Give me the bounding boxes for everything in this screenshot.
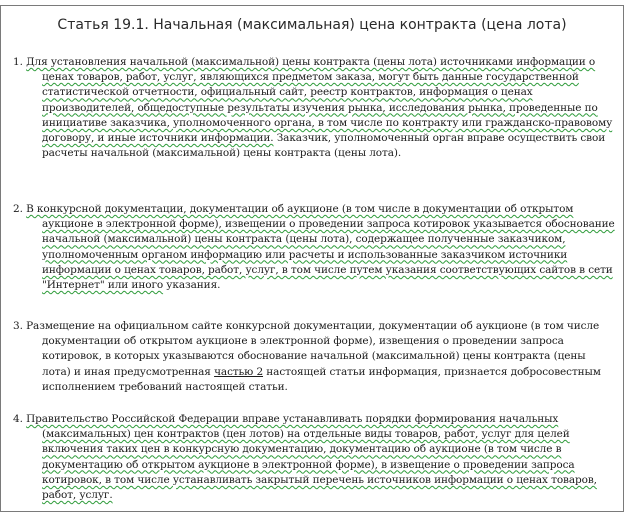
paragraph-text: настоящей статьи информация, признается добросовестным исполнением требований настоящей статьи.: [42, 365, 601, 393]
paragraph-text: Заказчик, уполномоченный орган вправе осуществить свои расчеты начальной (максимальной) цены контракта (цены лота).: [42, 132, 606, 160]
paragraph-number: 3.: [13, 320, 23, 332]
paragraph-text-marked: Для установления начальной (максимальной) цены контракта (цены лота) источниками информации о ценах товаров, работ, услуг, являющихся предметом заказа, могут быть данные государственной статистической отчетности, официальный сайт, реестр контрактов, информация о ценах производителей, общедоступные результаты изучения рынка, исследования рынка, проведенные по инициативе заказчика, уполномоченного органа, в том числе по контракту или гражданско-правовому договору, и иные источники информации.: [26, 56, 613, 145]
article-title: Статья 19.1. Начальная (максимальная) цена контракта (цена лота): [57, 17, 567, 33]
paragraph-number: 1.: [13, 56, 23, 68]
paragraph-1: [9, 55, 617, 161]
paragraph-text-marked: В конкурсной документации, документации об аукционе (в том числе в документации об открытом аукционе в электронной форме), извещении о проведении запроса котировок указывается обоснование начальной (максимальной) цены контракта (цены лота), содержащее полученные заказчиком, уполномоченным органом информацию или расчеты и использованные заказчиком источники информации о ценах товаров, работ, услуг, в том числе путем указания соответствующих сайтов в сети "Интернет" или иного: [26, 203, 615, 292]
paragraph-4: [9, 412, 617, 503]
paragraph-3: [9, 319, 617, 395]
paragraph-text-marked: Правительство Российской Федерации вправе устанавливать порядки формирования начальных (максимальных) цен контрактов (цен лотов) на отдельные виды товаров, работ, услуг для целей включения таких цен в конкурсную документацию, документацию об аукционе (в том числе в документацию об открытом аукционе в электронной форме), в извещение о проведении запроса котировок, в том числе устанавливать закрытый перечень источников информации о ценах товаров, работ, услуг.: [26, 413, 597, 502]
paragraph-2: [9, 202, 617, 293]
paragraph-number: 4.: [13, 413, 23, 425]
cross-reference-link[interactable]: частью 2: [214, 365, 264, 378]
document-frame: [0, 5, 624, 512]
paragraph-text: Размещение на официальном сайте конкурсной документации, документации об аукционе (в том числе документации об открытом аукционе в электронной форме), извещения о проведении запроса котировок, в которых указываются обоснование начальной (максимальной) цены контракта (цены лота) и иная предусмотренная: [26, 320, 600, 378]
paragraph-number: 2.: [13, 203, 23, 215]
paragraph-text: указания.: [163, 279, 221, 292]
